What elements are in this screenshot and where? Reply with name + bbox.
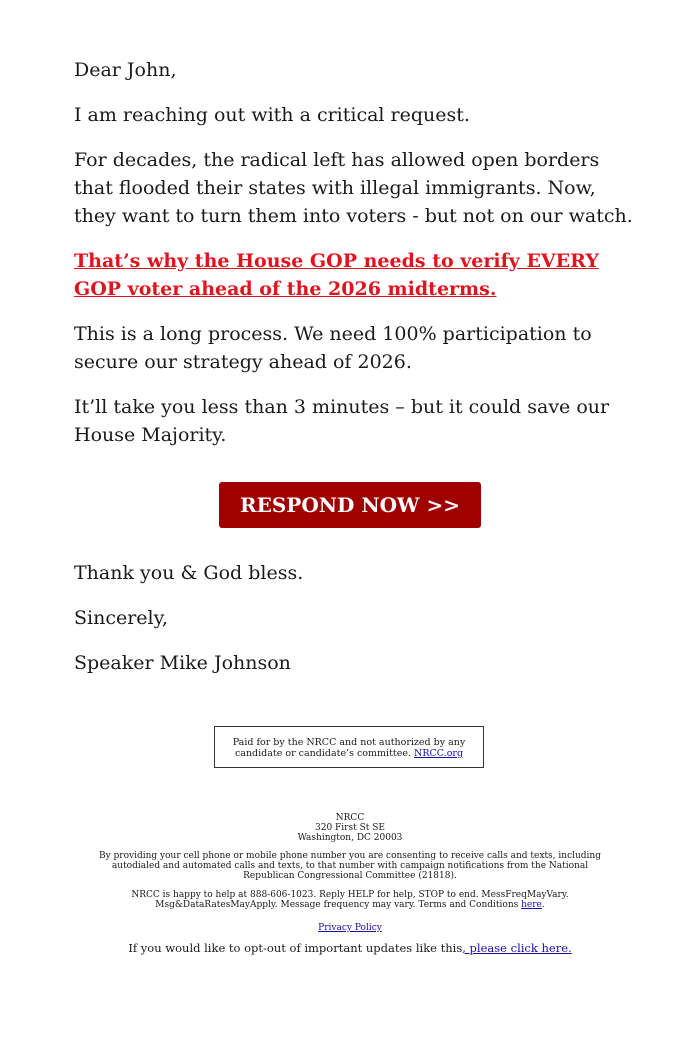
closing-section [74,559,634,694]
address-org: NRCC [335,813,365,823]
cta-container [0,482,700,528]
address-street: 320 First St SE [315,823,385,833]
optout-link[interactable]: , please click here. [462,941,572,955]
terms-period: . [541,900,545,910]
thanks-line: Thank you & God bless. [74,562,304,584]
help-text [95,890,605,910]
paid-for-disclaimer [214,726,484,768]
respond-now-button[interactable]: RESPOND NOW >> [219,482,481,528]
body-paragraph-2: This is a long process. We need 100% participation to secure our strategy ahead of 2026. [74,323,592,373]
optout-row [95,940,605,956]
address-city: Washington, DC 20003 [297,833,403,843]
privacy-policy-row [95,923,605,933]
signature-line: Speaker Mike Johnson [74,652,291,674]
help-text-body: NRCC is happy to help at 888-606-1023. Reply HELP for help, STOP to end. MessFreqMayVary. Msg&DataRatesMayApply. Message frequency may vary. Terms and Conditions [131,890,569,910]
greeting: Dear John, [74,59,177,81]
disclaimer-text: Paid for by the NRCC and not authorized by any candidate or candidate’s committee. [232,737,466,759]
nrcc-link[interactable]: NRCC.org [414,748,464,759]
body-paragraph-1: For decades, the radical left has allowed open borders that flooded their states with illegal immigrants. Now, they want to turn them into voters - but not on our watch. [74,149,633,227]
highlight-paragraph: That’s why the House GOP needs to verify EVERY GOP voter ahead of the 2026 midterms. [74,250,599,300]
body-paragraph-3: It’ll take you less than 3 minutes – but it could save our House Majority. [74,396,610,446]
footer [95,813,605,956]
privacy-policy-link[interactable]: Privacy Policy [318,923,382,933]
optout-text: If you would like to opt-out of important updates like this [128,941,463,955]
terms-link[interactable]: here [521,900,542,910]
sms-consent-text: By providing your cell phone or mobile phone number you are consenting to receive calls and texts, including autodialed and automated calls and texts, to that number with campaign notifications from the National Republican Congressional Committee (21818). [98,851,601,881]
letter-body [74,56,634,466]
intro-paragraph: I am reaching out with a critical request. [74,104,470,126]
signoff-line: Sincerely, [74,607,168,629]
mailing-address [95,813,605,843]
